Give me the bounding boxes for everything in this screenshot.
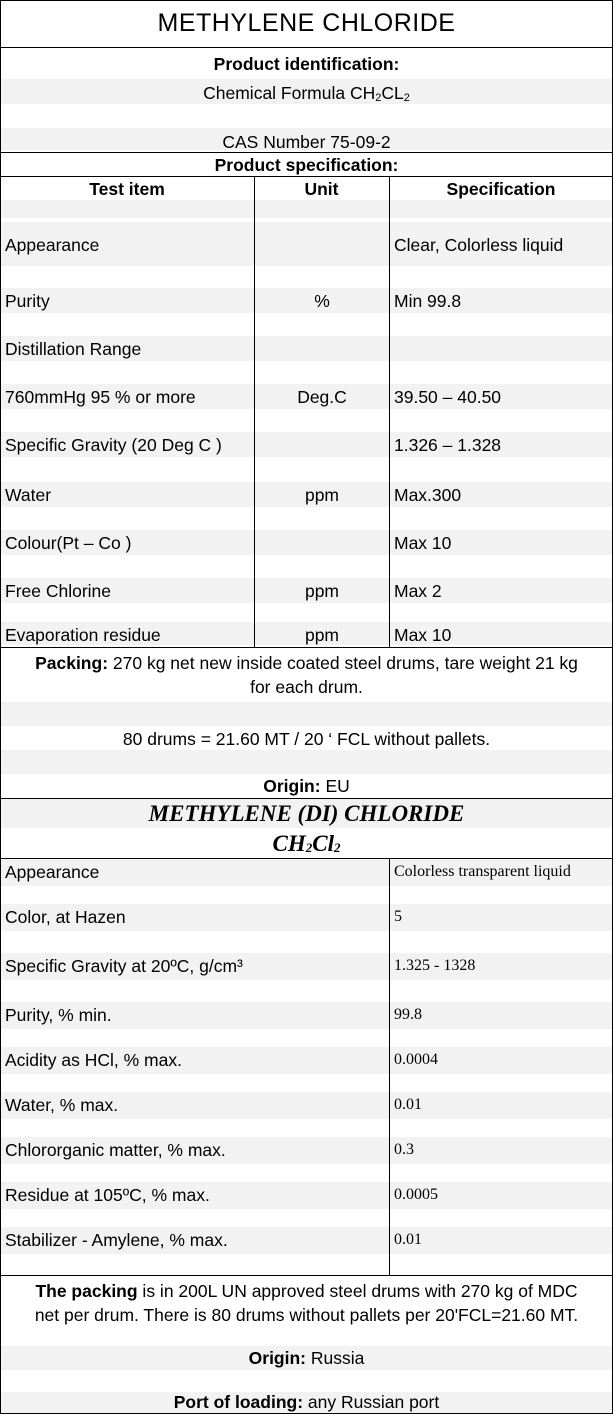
test-item: Residue at 105ºC, % max. xyxy=(5,1185,210,1205)
column-divider xyxy=(389,858,390,1275)
column-divider xyxy=(389,176,390,647)
spec-value: 0.0004 xyxy=(394,1051,438,1068)
column-header-specification: Specification xyxy=(446,179,556,199)
test-item: Purity xyxy=(5,291,50,311)
unit: ppm xyxy=(304,581,340,601)
spec-value: 5 xyxy=(394,908,402,925)
test-item: Specific Gravity at 20ºC, g/cm³ xyxy=(5,956,243,976)
unit: ppm xyxy=(304,625,340,645)
test-item: Stabilizer - Amylene, % max. xyxy=(5,1230,228,1250)
spec-value: Colorless transparent liquid xyxy=(394,863,571,880)
test-item: Water xyxy=(5,485,52,505)
port-of-loading: Port of loading: any Russian port xyxy=(173,1392,440,1412)
section2-title: METHYLENE (DI) CHLORIDE xyxy=(148,801,465,826)
spec-value: Max.300 xyxy=(394,485,462,505)
test-item: Appearance xyxy=(5,862,100,882)
packing2-line1: The packing is in 200L UN approved steel drums with 270 kg of MDC xyxy=(35,1281,578,1301)
spec-value: 0.0005 xyxy=(394,1186,438,1203)
spec-value: 39.50 – 40.50 xyxy=(394,387,502,407)
spec-value: 0.01 xyxy=(394,1096,422,1113)
test-item: Free Chlorine xyxy=(5,581,112,601)
test-item: Specific Gravity (20 Deg C ) xyxy=(5,435,222,455)
divider xyxy=(0,798,613,799)
spec-value: Max 10 xyxy=(394,625,452,645)
column-header-test-item: Test item xyxy=(89,179,165,199)
packing-text-line2: for each drum. xyxy=(250,677,363,697)
document-title: METHYLENE CHLORIDE xyxy=(157,9,456,37)
unit: % xyxy=(314,291,330,311)
spec-value: 0.01 xyxy=(394,1231,422,1248)
spec-value: 99.8 xyxy=(394,1006,422,1023)
column-divider xyxy=(254,176,255,647)
test-item: Appearance xyxy=(5,235,100,255)
origin-eu: Origin: EU xyxy=(263,776,350,796)
cas-number: CAS Number 75-09-2 xyxy=(222,132,391,152)
spec-value: Clear, Colorless liquid xyxy=(394,235,564,255)
origin-russia: Origin: Russia xyxy=(248,1348,365,1368)
column-header-unit: Unit xyxy=(304,179,339,199)
unit: ppm xyxy=(304,485,340,505)
spec-value: Min 99.8 xyxy=(394,291,462,311)
test-item: Chlororganic matter, % max. xyxy=(5,1140,226,1160)
test-item: Color, at Hazen xyxy=(5,907,126,927)
test-item: Colour(Pt – Co ) xyxy=(5,533,132,553)
test-item: 760mmHg 95 % or more xyxy=(5,387,196,407)
divider xyxy=(0,47,613,48)
unit: Deg.C xyxy=(297,387,347,407)
identification-heading: Product identification: xyxy=(213,54,400,74)
packing-text-line1: Packing: 270 kg net new inside coated steel drums, tare weight 21 kg xyxy=(35,653,578,673)
test-item: Acidity as HCl, % max. xyxy=(5,1050,182,1070)
test-item: Purity, % min. xyxy=(5,1005,112,1025)
spec-value: 1.326 – 1.328 xyxy=(394,435,502,455)
test-item: Water, % max. xyxy=(5,1095,119,1115)
spec-value: 0.3 xyxy=(394,1141,414,1158)
test-item: Evaporation residue xyxy=(5,625,161,645)
divider xyxy=(0,647,613,648)
specification-heading: Product specification: xyxy=(214,155,399,175)
test-item: Distillation Range xyxy=(5,339,142,359)
divider xyxy=(0,1275,613,1276)
section2-formula: $CH_2Cl_2$ xyxy=(272,831,341,856)
spec-value: Max 2 xyxy=(394,581,442,601)
spec-value: 1.325 - 1328 xyxy=(394,957,476,974)
packing2-line2: net per drum. There is 80 drums without pallets per 20'FCL=21.60 MT. xyxy=(34,1305,579,1325)
packing-container-info: 80 drums = 21.60 MT / 20 ‘ FCL without pallets. xyxy=(122,729,491,749)
chemical-formula: Chemical Formula $CH_2CL_2$ xyxy=(203,83,410,104)
spec-value: Max 10 xyxy=(394,533,452,553)
